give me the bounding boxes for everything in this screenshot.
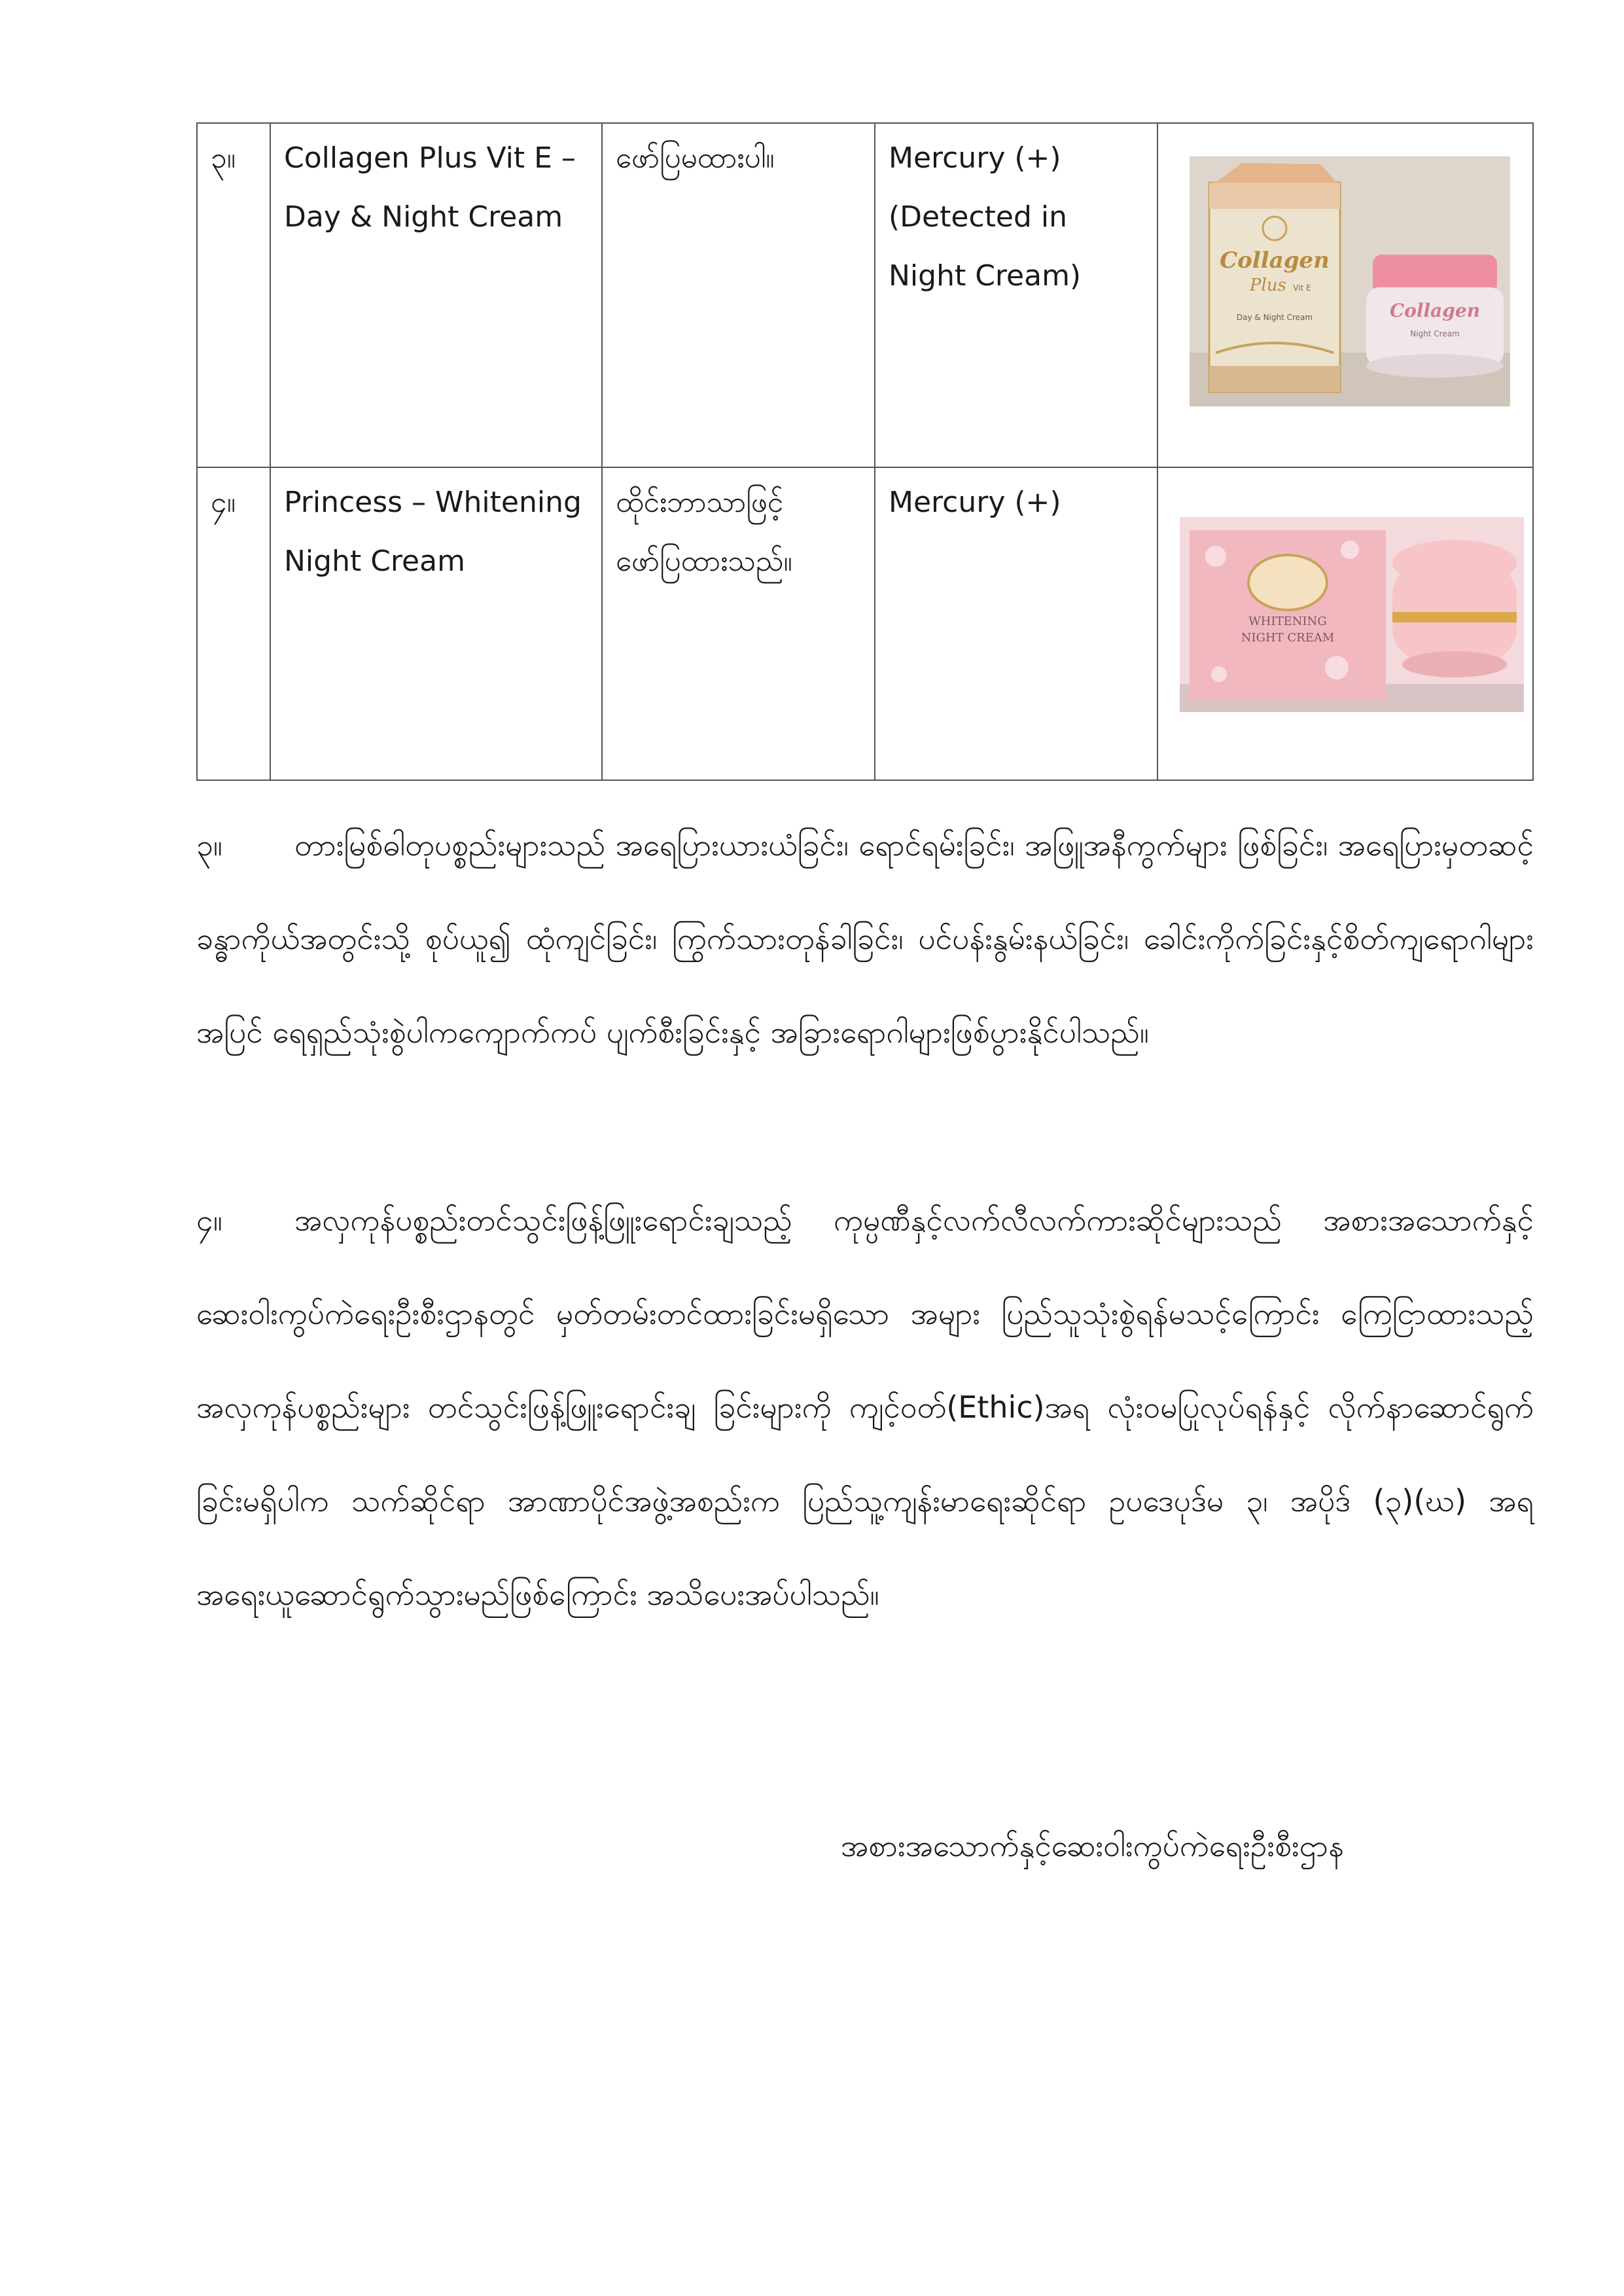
note-line: ထိုင်းဘာသာဖြင့် — [616, 486, 784, 519]
product-image-cell — [1157, 123, 1533, 467]
box-caption-text: Day & Night Cream — [1236, 313, 1313, 322]
paragraph-text: အလှကုန်ပစ္စည်းတင်သွင်းဖြန့်ဖြူးရောင်းချသည့် ကုမ္ပဏီနှင့်လက်လီလက်ကားဆိုင်များသည် အစားအသောက်နှင့်ဆေးဝါးကွပ်ကဲရေးဦးစီးဌာနတွင် မှတ်တမ်းတင်ထားခြင်းမရှိသော အများ ပြည်သူသုံးစွဲရန်မသင့်ကြောင်း ကြေငြာထားသည့်အလှကုန်ပစ္စည်းများ တင်သွင်းဖြန့်ဖြူးရောင်းချ ခြင်းများကို ကျင့်ဝတ်(Ethic)အရ လုံးဝမပြုလုပ်ရန်နှင့် လိုက်နာဆောင်ရွက်ခြင်းမရှိပါက သက်ဆိုင်ရာ အာဏာပိုင်အဖွဲ့အစည်းက ပြည်သူ့ကျန်းမာရေးဆိုင်ရာ ဥပဒေပုဒ်မ ၃၊ အပိုဒ် (၃)(ဃ) အရ အရေးယူဆောင်ရွက်သွားမည်ဖြစ်ကြောင်း အသိပေးအပ်ပါသည်။ — [196, 1202, 1534, 1612]
issuing-department: အစားအသောက်နှင့်ဆေးဝါးကွပ်ကဲရေးဦးစီးဌာန — [841, 1828, 1344, 1863]
product-image-cell — [1157, 467, 1533, 780]
label-note — [602, 467, 875, 780]
princess-product-image — [1180, 517, 1524, 712]
result-line: Night Cream) — [889, 259, 1082, 293]
collagen-product-image — [1190, 156, 1510, 406]
row-number: ၃။ — [197, 123, 270, 467]
result-line: (Detected in — [889, 200, 1067, 234]
table-row — [197, 123, 1533, 467]
product-name — [270, 467, 602, 780]
box-line-2-text: NIGHT CREAM — [1241, 631, 1335, 645]
test-result — [875, 123, 1157, 467]
paragraph-text: တားမြစ်ဓါတုပစ္စည်းများသည် အရေပြားယားယံခြင်း၊ ရောင်ရမ်းခြင်း၊ အဖြူအနီကွက်များ ဖြစ်ခြင်း၊ အရေပြားမှတဆင့်ခန္ဓာကိုယ်အတွင်းသို့ စုပ်ယူ၍ ထုံကျင်ခြင်း၊ ကြွက်သားတုန်ခါခြင်း၊ ပင်ပန်းနွမ်းနယ်ခြင်း၊ ခေါင်းကိုက်ခြင်းနှင့်စိတ်ကျရောဂါများအပြင် ရေရှည်သုံးစွဲပါကကျောက်ကပ် ပျက်စီးခြင်းနှင့် အခြားရောဂါများဖြစ်ပွားနိုင်ပါသည်။ — [196, 827, 1534, 1050]
paragraph-number: ၃။ — [196, 827, 222, 863]
product-name-line: Princess – Whitening — [284, 486, 582, 519]
box-brand-text: Collagen — [1220, 247, 1330, 274]
table-row — [197, 467, 1533, 780]
box-brand-text-2: Plus — [1250, 276, 1286, 295]
product-name-line: Day & Night Cream — [284, 200, 563, 234]
test-result: Mercury (+) — [875, 467, 1157, 780]
box-line-1-text: WHITENING — [1248, 615, 1327, 628]
product-table — [196, 122, 1534, 781]
product-name-line: Night Cream — [284, 545, 465, 578]
product-name — [270, 123, 602, 467]
label-note: ဖော်ပြမထားပါ။ — [602, 123, 875, 467]
row-number: ၄။ — [197, 467, 270, 780]
paragraph-number: ၄။ — [196, 1202, 222, 1238]
paragraph-4 — [196, 1174, 1534, 1641]
jar-caption-text: Night Cream — [1410, 329, 1460, 338]
jar-brand-text: Collagen — [1389, 300, 1481, 321]
box-sub-text: Vit E — [1293, 283, 1311, 293]
result-line: Mercury (+) — [889, 141, 1061, 175]
product-name-line: Collagen Plus Vit E – — [284, 141, 576, 175]
note-line: ဖော်ပြထားသည်။ — [616, 545, 792, 578]
paragraph-3 — [196, 798, 1534, 1079]
